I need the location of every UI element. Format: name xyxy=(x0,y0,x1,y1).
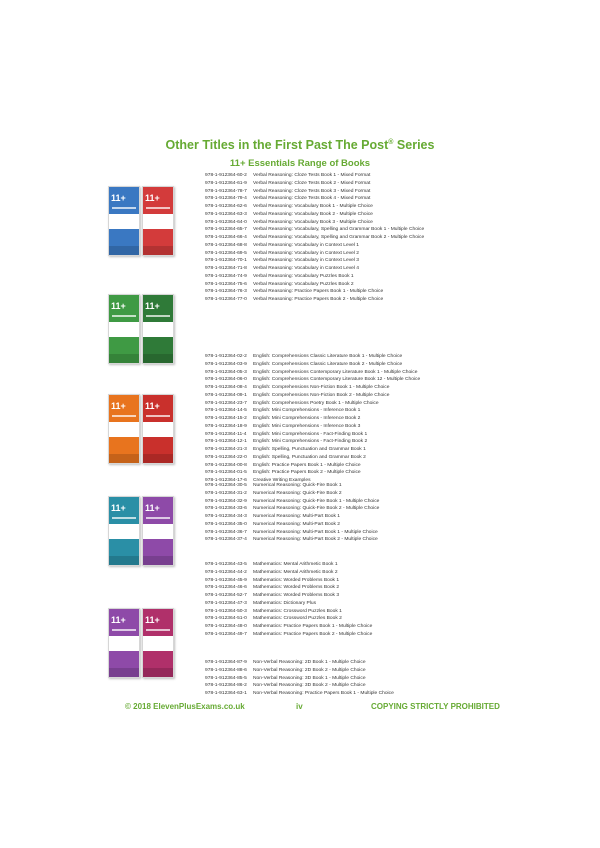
isbn: 978-1-912364-85-5 xyxy=(205,675,247,681)
list-item xyxy=(205,250,495,258)
cover-series-mark: 11+ xyxy=(111,193,126,203)
isbn: 978-1-912364-23-7 xyxy=(205,400,247,406)
page-title xyxy=(0,138,600,152)
list-item xyxy=(205,288,495,296)
book-title: Verbal Reasoning: Vocabulary in Context Level 1 xyxy=(253,242,360,248)
cover-series-mark: 11+ xyxy=(145,401,160,411)
isbn: 978-1-912364-47-3 xyxy=(205,600,247,606)
list-item xyxy=(205,482,495,490)
isbn: 978-1-912364-74-9 xyxy=(205,273,247,279)
book-title: Verbal Reasoning: Cloze Tests Book 2 - Mixed Format xyxy=(253,180,371,186)
book-title: English: Comprehensions Non-Fiction Book 1 - Multiple Choice xyxy=(253,385,390,390)
isbn: 978-1-912364-70-1 xyxy=(205,258,247,264)
isbn: 978-1-912364-32-9 xyxy=(205,498,247,504)
page-title-text: Other Titles in the First Past The Post xyxy=(165,138,389,152)
list-item xyxy=(205,203,495,211)
list-item xyxy=(205,273,495,281)
list-item xyxy=(205,369,495,377)
list-item xyxy=(205,600,495,608)
book-title: Non-Verbal Reasoning: 2D Book 2 - Multiple Choice xyxy=(253,667,366,673)
isbn: 978-1-912364-77-0 xyxy=(205,297,247,302)
isbn: 978-1-912364-31-2 xyxy=(205,490,247,496)
isbn: 978-1-912364-63-3 xyxy=(205,211,247,217)
page-subtitle: 11+ Essentials Range of Books xyxy=(229,158,371,169)
list-item xyxy=(205,623,495,631)
isbn: 978-1-912364-18-9 xyxy=(205,423,247,429)
book-title: Numerical Reasoning: Quick-Fire Book 2 - Multiple Choice xyxy=(253,506,380,512)
title-group-english xyxy=(205,353,495,485)
isbn: 978-1-912364-50-3 xyxy=(205,608,247,614)
book-title: Mathematics: Mental Arithmetic Book 1 xyxy=(253,562,338,567)
book-title: English: Comprehensions Classic Literature Book 1 - Multiple Choice xyxy=(253,354,403,359)
isbn: 978-1-912364-00-8 xyxy=(205,462,247,468)
title-group-maths xyxy=(205,561,495,639)
isbn: 978-1-912364-51-0 xyxy=(205,616,247,622)
isbn: 978-1-912364-43-5 xyxy=(205,562,247,567)
isbn: 978-1-912364-86-2 xyxy=(205,683,247,689)
book-title: Mathematics: Crossword Puzzles Book 1 xyxy=(253,608,342,614)
list-item xyxy=(205,226,495,234)
book-cover-image xyxy=(142,496,174,566)
book-title: Numerical Reasoning: Multi-Part Book 1 - Multiple Choice xyxy=(253,529,378,535)
registered-mark: ® xyxy=(388,138,394,146)
cover-group-english xyxy=(108,294,180,366)
isbn: 978-1-912364-52-7 xyxy=(205,593,247,598)
book-title: Creative Writing Examples xyxy=(253,478,311,483)
isbn: 978-1-912364-49-7 xyxy=(205,631,247,637)
isbn: 978-1-912364-45-9 xyxy=(205,577,247,583)
list-item xyxy=(205,376,495,384)
list-item xyxy=(205,584,495,592)
book-title: Mathematics: Worded Problems Book 1 xyxy=(253,577,340,583)
book-title: English: Practice Papers Book 2 - Multiple Choice xyxy=(253,470,361,476)
isbn: 978-1-912364-62-6 xyxy=(205,204,247,209)
isbn: 978-1-912364-68-8 xyxy=(205,242,247,248)
book-title: Verbal Reasoning: Cloze Tests Book 1 - Mixed Format xyxy=(253,173,371,178)
cover-series-mark: 11+ xyxy=(111,615,126,625)
list-item xyxy=(205,577,495,585)
book-title: English: Comprehensions Poetry Book 1 - Multiple Choice xyxy=(253,400,379,406)
book-title: English: Mini Comprehensions - Inference Book 1 xyxy=(253,408,361,414)
book-title: English: Comprehensions Contemporary Literature Book 1 - Multiple Choice xyxy=(253,369,418,375)
list-item xyxy=(205,462,495,470)
list-item xyxy=(205,296,495,304)
title-group-numerical xyxy=(205,482,495,544)
list-item xyxy=(205,513,495,521)
list-item xyxy=(205,392,495,400)
book-cover-image xyxy=(142,186,174,256)
isbn: 978-1-912364-37-4 xyxy=(205,537,247,543)
book-title: Numerical Reasoning: Quick-Fire Book 2 xyxy=(253,490,342,496)
list-item xyxy=(205,234,495,242)
book-title: Numerical Reasoning: Quick-Fire Book 1 xyxy=(253,483,342,488)
list-item xyxy=(205,415,495,423)
book-cover-image xyxy=(108,186,140,256)
list-item xyxy=(205,188,495,196)
isbn: 978-1-912364-61-9 xyxy=(205,180,247,186)
isbn: 978-1-912364-06-0 xyxy=(205,377,247,383)
isbn: 978-1-912364-21-3 xyxy=(205,447,247,452)
book-title: Verbal Reasoning: Vocabulary Book 1 - Multiple Choice xyxy=(253,204,373,209)
cover-series-mark: 11+ xyxy=(111,503,126,513)
isbn: 978-1-912364-76-3 xyxy=(205,289,247,295)
isbn: 978-1-912364-87-9 xyxy=(205,660,247,665)
list-item xyxy=(205,490,495,498)
list-item xyxy=(205,536,495,544)
list-item xyxy=(205,180,495,188)
isbn: 978-1-912364-11-4 xyxy=(205,431,247,437)
cover-series-mark: 11+ xyxy=(145,503,160,513)
list-item xyxy=(205,281,495,289)
list-item xyxy=(205,446,495,454)
isbn: 978-1-912364-88-6 xyxy=(205,667,247,673)
isbn: 978-1-912364-46-6 xyxy=(205,585,247,591)
book-title: Verbal Reasoning: Vocabulary Book 2 - Multiple Choice xyxy=(253,211,373,217)
book-title: Mathematics: Crossword Puzzles Book 2 xyxy=(253,616,342,622)
book-title: English: Mini Comprehensions - Fact-Finding Book 1 xyxy=(253,431,368,437)
isbn: 978-1-912364-17-6 xyxy=(205,478,247,483)
cover-series-mark: 11+ xyxy=(145,301,160,311)
isbn: 978-1-912364-66-4 xyxy=(205,235,247,240)
list-item xyxy=(205,257,495,265)
list-item xyxy=(205,561,495,569)
book-cover-image xyxy=(142,294,174,364)
cover-group-verbal xyxy=(108,186,180,258)
isbn: 978-1-912364-78-7 xyxy=(205,188,247,194)
book-title: English: Practice Papers Book 1 - Multiple Choice xyxy=(253,462,361,468)
book-title: English: Comprehensions Non-Fiction Book 2 - Multiple Choice xyxy=(253,392,390,398)
book-cover-image xyxy=(142,394,174,464)
book-title: Non-Verbal Reasoning: 3D Book 2 - Multiple Choice xyxy=(253,683,366,689)
isbn: 978-1-912364-22-0 xyxy=(205,454,247,460)
list-item xyxy=(205,353,495,361)
isbn: 978-1-912364-60-2 xyxy=(205,173,247,178)
book-title: English: Mini Comprehensions - Inference Book 2 xyxy=(253,416,361,421)
list-item xyxy=(205,438,495,446)
list-item xyxy=(205,690,495,698)
book-title: Verbal Reasoning: Cloze Tests Book 4 - Mixed Format xyxy=(253,196,371,202)
cover-group-nonverbal xyxy=(108,608,180,680)
isbn: 978-1-912364-03-9 xyxy=(205,361,247,367)
cover-series-mark: 11+ xyxy=(111,301,126,311)
book-title: Verbal Reasoning: Practice Papers Book 2 - Multiple Choice xyxy=(253,297,384,302)
isbn: 978-1-912364-05-3 xyxy=(205,369,247,375)
isbn: 978-1-912364-36-7 xyxy=(205,529,247,535)
book-title: Verbal Reasoning: Vocabulary in Context Level 3 xyxy=(253,258,360,264)
list-item xyxy=(205,384,495,392)
book-title: Verbal Reasoning: Vocabulary in Context Level 4 xyxy=(253,266,360,271)
title-group-nonverbal xyxy=(205,659,495,698)
book-title: Verbal Reasoning: Practice Papers Book 1 - Multiple Choice xyxy=(253,289,384,295)
list-item xyxy=(205,631,495,639)
book-title: Verbal Reasoning: Vocabulary, Spelling and Grammar Book 1 - Multiple Choice xyxy=(253,227,425,233)
book-title: Mathematics: Practice Papers Book 1 - Multiple Choice xyxy=(253,624,373,629)
isbn: 978-1-912364-34-3 xyxy=(205,514,247,519)
book-title: English: Comprehensions Classic Literature Book 2 - Multiple Choice xyxy=(253,361,403,367)
isbn: 978-1-912364-02-2 xyxy=(205,354,247,359)
cover-group-maths xyxy=(108,496,180,568)
list-item xyxy=(205,592,495,600)
list-item xyxy=(205,498,495,506)
isbn: 978-1-912364-12-1 xyxy=(205,439,247,445)
book-cover-image xyxy=(108,608,140,678)
isbn: 978-1-912364-64-0 xyxy=(205,219,247,225)
list-item xyxy=(205,521,495,529)
book-title: Verbal Reasoning: Vocabulary in Context Level 2 xyxy=(253,250,360,256)
isbn: 978-1-912364-35-0 xyxy=(205,521,247,527)
book-title: Numerical Reasoning: Multi-Part Book 1 xyxy=(253,514,340,519)
isbn: 978-1-912364-09-1 xyxy=(205,392,247,398)
book-title: Mathematics: Worded Problems Book 3 xyxy=(253,593,340,598)
isbn: 978-1-912364-79-4 xyxy=(205,196,247,202)
book-title: Non-Verbal Reasoning: 3D Book 1 - Multiple Choice xyxy=(253,675,366,681)
list-item xyxy=(205,407,495,415)
list-item xyxy=(205,529,495,537)
book-title: Non-Verbal Reasoning: 2D Book 1 - Multiple Choice xyxy=(253,660,366,665)
list-item xyxy=(205,615,495,623)
isbn: 978-1-912364-63-1 xyxy=(205,691,247,696)
list-item xyxy=(205,195,495,203)
isbn: 978-1-912364-44-2 xyxy=(205,569,247,575)
list-item xyxy=(205,211,495,219)
book-title: Verbal Reasoning: Vocabulary Book 3 - Multiple Choice xyxy=(253,219,373,225)
isbn: 978-1-912364-48-0 xyxy=(205,624,247,629)
list-item xyxy=(205,431,495,439)
list-item xyxy=(205,242,495,250)
list-item xyxy=(205,608,495,616)
book-title: English: Comprehensions Contemporary Literature Book 12 - Multiple Choice xyxy=(253,377,421,383)
list-item xyxy=(205,361,495,369)
book-cover-image xyxy=(142,608,174,678)
cover-series-mark: 11+ xyxy=(145,615,160,625)
isbn: 978-1-912364-15-2 xyxy=(205,416,247,421)
book-cover-image xyxy=(108,496,140,566)
isbn: 978-1-912364-30-5 xyxy=(205,483,247,488)
list-item xyxy=(205,469,495,477)
title-group-verbal xyxy=(205,172,495,304)
isbn: 978-1-912364-65-7 xyxy=(205,227,247,233)
cover-series-mark: 11+ xyxy=(145,193,160,203)
list-item xyxy=(205,675,495,683)
book-title: Numerical Reasoning: Multi-Part Book 2 - Multiple Choice xyxy=(253,537,378,543)
book-title: Numerical Reasoning: Multi-Part Book 2 xyxy=(253,521,340,527)
page-number: iv xyxy=(296,702,303,711)
list-item xyxy=(205,659,495,667)
isbn: 978-1-912364-33-6 xyxy=(205,506,247,512)
book-cover-image xyxy=(108,294,140,364)
book-title: Verbal Reasoning: Cloze Tests Book 3 - Mixed Format xyxy=(253,188,371,194)
isbn: 978-1-912364-08-4 xyxy=(205,385,247,390)
book-title: Verbal Reasoning: Vocabulary, Spelling and Grammar Book 2 - Multiple Choice xyxy=(253,235,425,240)
list-item xyxy=(205,682,495,690)
isbn: 978-1-912364-71-8 xyxy=(205,266,247,271)
book-title: Non-Verbal Reasoning: Practice Papers Book 1 - Multiple Choice xyxy=(253,691,394,696)
isbn: 978-1-912364-14-5 xyxy=(205,408,247,414)
cover-series-mark: 11+ xyxy=(111,401,126,411)
book-title: Verbal Reasoning: Vocabulary Puzzles Book 1 xyxy=(253,273,354,279)
book-title: Numerical Reasoning: Quick-Fire Book 1 - Multiple Choice xyxy=(253,498,380,504)
list-item xyxy=(205,423,495,431)
book-title: English: Spelling, Punctuation and Grammar Book 1 xyxy=(253,447,366,452)
book-title: Mathematics: Worded Problems Book 2 xyxy=(253,585,340,591)
book-cover-image xyxy=(108,394,140,464)
list-item xyxy=(205,400,495,408)
cover-group-numerical xyxy=(108,394,180,466)
copying-notice: COPYING STRICTLY PROHIBITED xyxy=(371,702,500,711)
isbn: 978-1-912364-01-5 xyxy=(205,470,247,476)
list-item xyxy=(205,219,495,227)
list-item xyxy=(205,172,495,180)
book-title: Mathematics: Practice Papers Book 2 - Multiple Choice xyxy=(253,631,373,637)
book-title: English: Mini Comprehensions - Fact-Finding Book 2 xyxy=(253,439,368,445)
list-item xyxy=(205,505,495,513)
page-title-suffix: Series xyxy=(393,138,435,152)
isbn: 978-1-912364-69-5 xyxy=(205,250,247,256)
list-item xyxy=(205,667,495,675)
book-title: English: Spelling, Punctuation and Grammar Book 2 xyxy=(253,454,366,460)
list-item xyxy=(205,265,495,273)
list-item xyxy=(205,569,495,577)
book-title: English: Mini Comprehensions - Inference Book 3 xyxy=(253,423,361,429)
isbn: 978-1-912364-75-6 xyxy=(205,281,247,287)
book-title: Mathematics: Mental Arithmetic Book 2 xyxy=(253,569,338,575)
list-item xyxy=(205,454,495,462)
book-title: Verbal Reasoning: Vocabulary Puzzles Book 2 xyxy=(253,281,354,287)
copyright-notice: © 2018 ElevenPlusExams.co.uk xyxy=(125,702,245,711)
book-title: Mathematics: Dictionary Plus xyxy=(253,600,317,606)
